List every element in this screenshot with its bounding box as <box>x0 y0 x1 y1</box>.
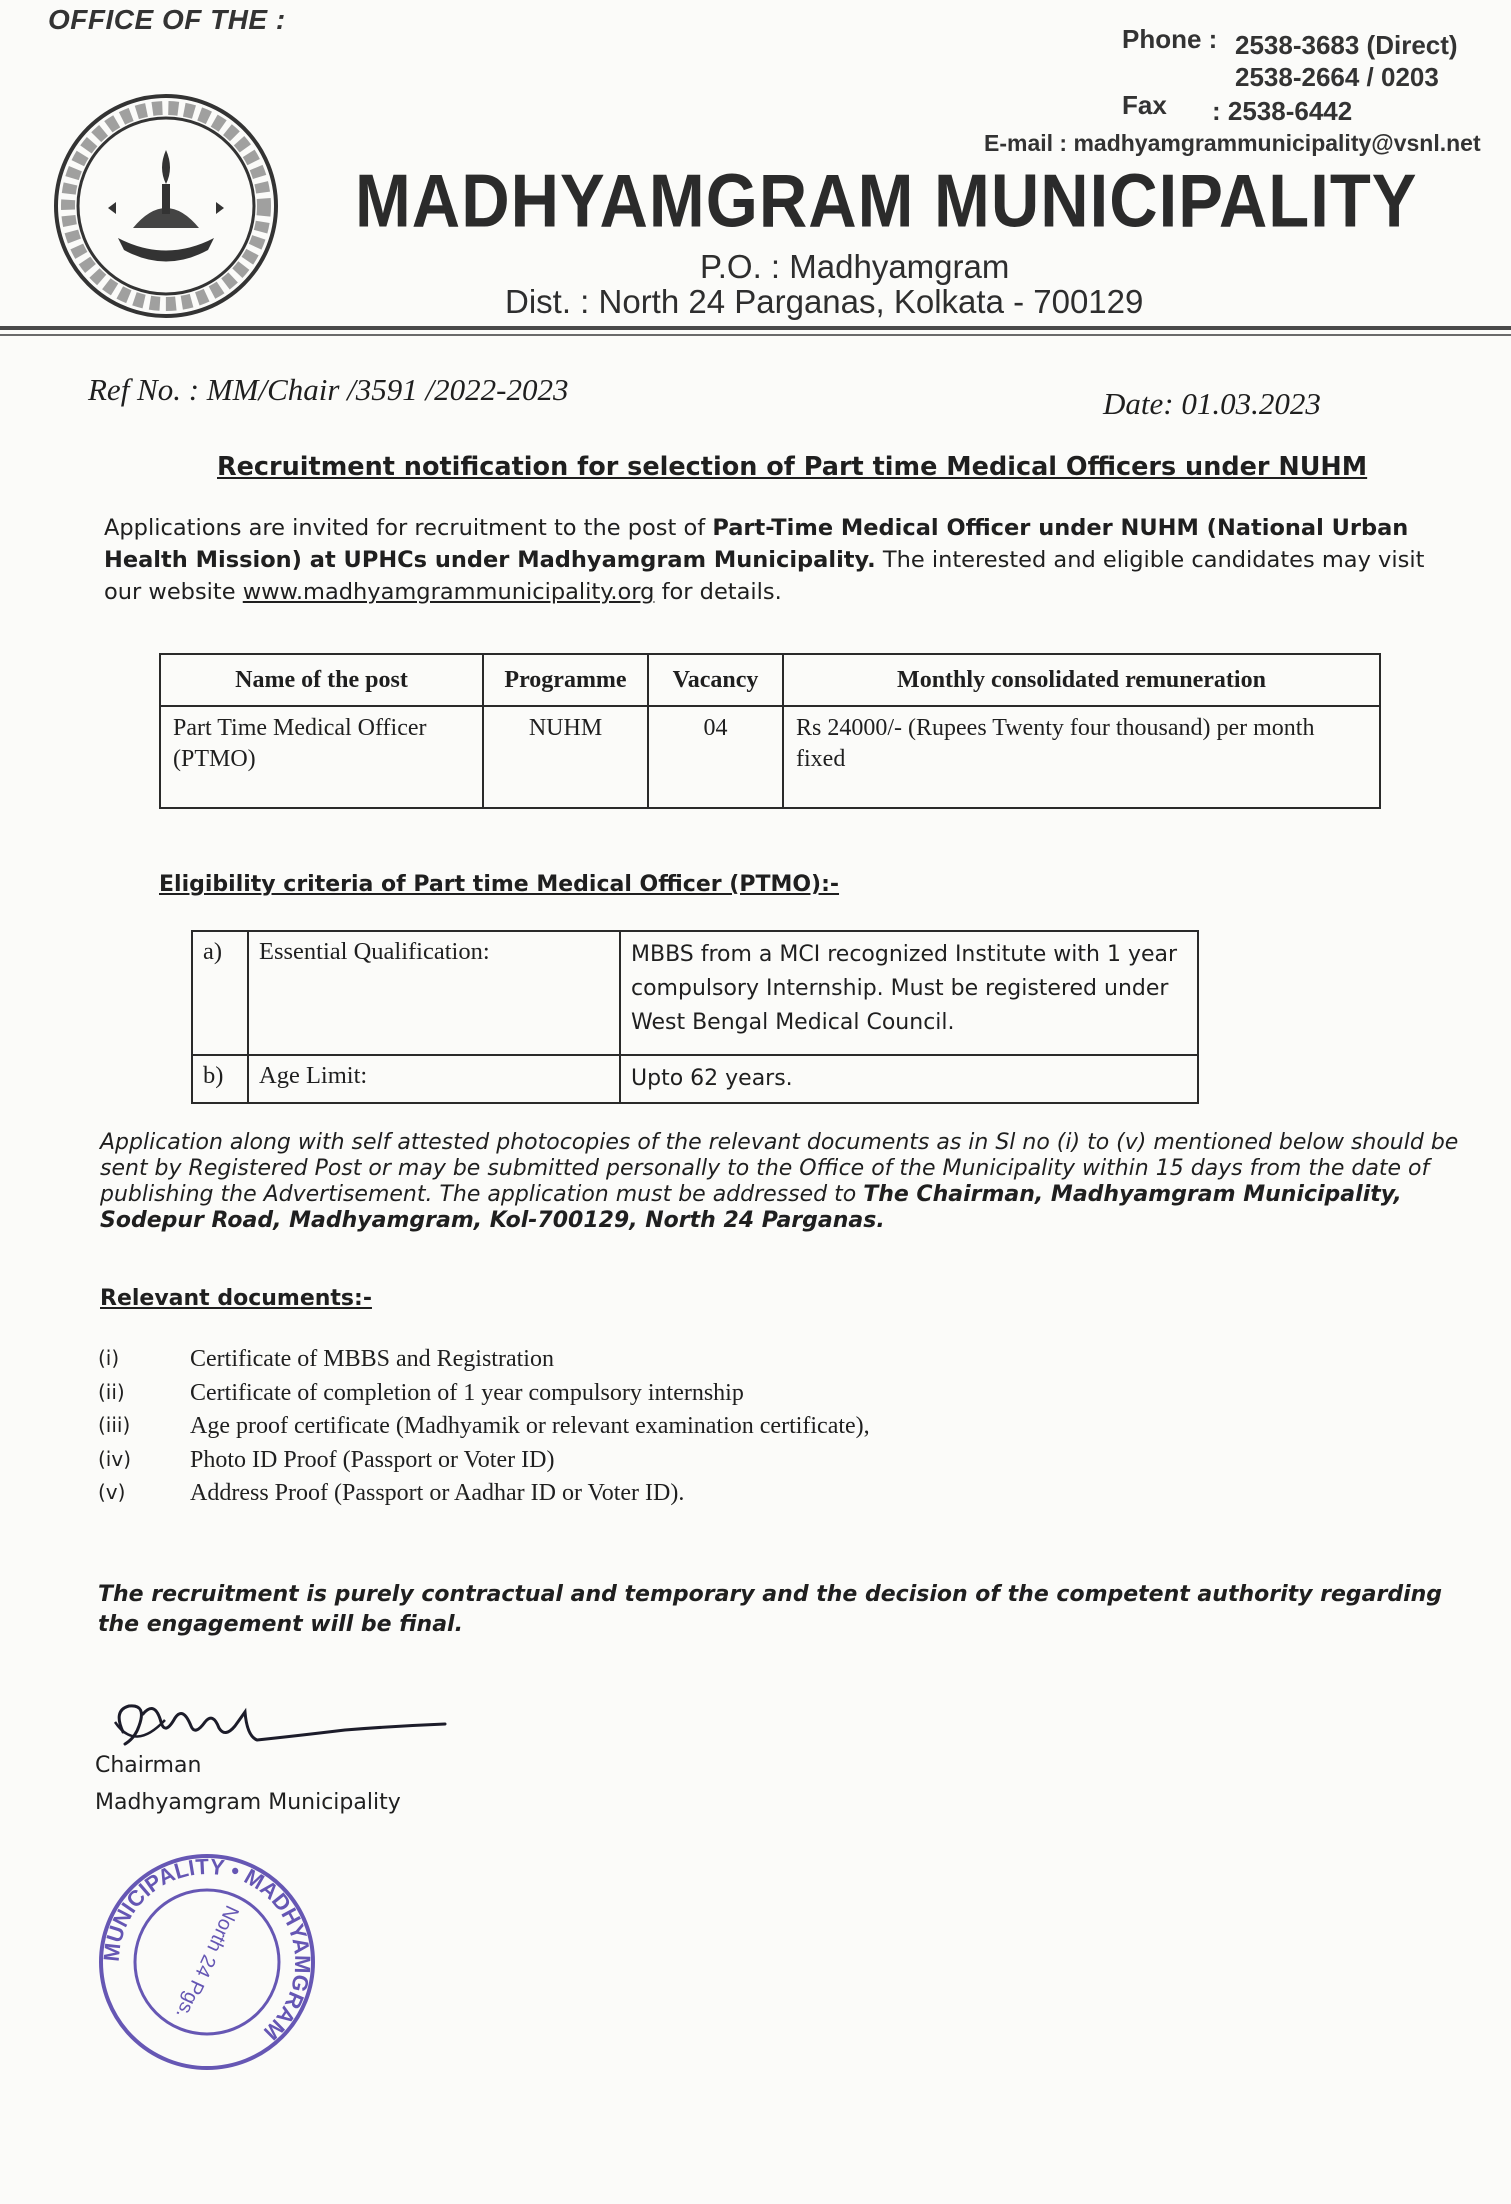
application-instructions <box>100 1130 1475 1234</box>
signatory-organization: Madhyamgram Municipality <box>95 1790 401 1815</box>
notice-heading: Recruitment notification for selection of Part time Medical Officers under NUHM <box>217 452 1368 482</box>
vacancy-cell: 04 <box>648 706 783 808</box>
row-index: a) <box>192 931 248 1055</box>
intro-paragraph <box>104 512 1464 608</box>
column-header: Name of the post <box>160 654 483 706</box>
intro-text-end: for details. <box>654 579 782 605</box>
fax-number: : 2538-6442 <box>1212 96 1353 126</box>
item-number: (v) <box>98 1480 126 1504</box>
item-number: (ii) <box>98 1379 125 1404</box>
programme-cell: NUHM <box>483 706 648 808</box>
list-item <box>98 1380 1098 1414</box>
fax-label: Fax <box>1122 90 1167 120</box>
documents-heading: Relevant documents:- <box>100 1286 372 1311</box>
municipality-name: MADHYAMGRAM MUNICIPALITY <box>355 159 1418 244</box>
criteria-label: Age Limit: <box>248 1055 620 1103</box>
phone-label: Phone : <box>1122 24 1218 54</box>
item-text: Address Proof (Passport or Aadhar ID or Voter ID). <box>190 1480 685 1506</box>
list-item <box>98 1413 1098 1447</box>
criteria-label: Essential Qualification: <box>248 931 620 1055</box>
remuneration-cell: Rs 24000/- (Rupees Twenty four thousand) per month fixed <box>783 706 1380 808</box>
phone-number-direct: 2538-3683 (Direct) <box>1235 30 1458 60</box>
application-address: The Chairman, Madhyamgram Municipality, Sodepur Road, Madhyamgram, Kol-700129, North 24 Parganas. <box>100 1182 1402 1233</box>
column-header: Vacancy <box>648 654 783 706</box>
table-row <box>192 1055 1198 1103</box>
item-text: Certificate of completion of 1 year compulsory internship <box>190 1379 744 1406</box>
stamp-ring-text: MUNICIPALITY • MADHYAMGRAM <box>98 1853 316 2046</box>
website-link[interactable]: www.madhyamgrammunicipality.org <box>242 579 655 605</box>
criteria-value: MBBS from a MCI recognized Institute with 1 year compulsory Internship. Must be registered under West Bengal Medical Council. <box>620 931 1198 1055</box>
eligibility-table <box>191 930 1199 1104</box>
table-row <box>160 706 1380 808</box>
documents-list <box>98 1346 1098 1514</box>
row-index: b) <box>192 1055 248 1103</box>
signatory-title: Chairman <box>95 1753 202 1778</box>
item-text: Photo ID Proof (Passport or Voter ID) <box>190 1446 555 1473</box>
header-divider-thin <box>0 334 1511 336</box>
reference-number: Ref No. : MM/Chair /3591 /2022-2023 <box>88 372 569 407</box>
intro-text-cont: The interested and eligible candidates may visit our website <box>104 547 1425 605</box>
municipality-emblem-logo <box>48 88 284 324</box>
table-row <box>192 931 1198 1055</box>
official-seal-stamp <box>95 1850 320 2075</box>
item-text: Certificate of MBBS and Registration <box>190 1346 554 1372</box>
list-item <box>98 1480 1098 1514</box>
intro-post-title: Part-Time Medical Officer under NUHM (National Urban Health Mission) at UPHCs under Madhyamgram Municipality. <box>104 515 1409 573</box>
post-name-cell: Part Time Medical Officer (PTMO) <box>160 706 483 808</box>
item-number: (iii) <box>98 1413 131 1437</box>
intro-text: Applications are invited for recruitment to the post of <box>104 515 713 541</box>
post-office: P.O. : Madhyamgram <box>700 248 1010 285</box>
email-address: E-mail : madhyamgrammunicipality@vsnl.net <box>984 130 1481 156</box>
eligibility-heading: Eligibility criteria of Part time Medical Officer (PTMO):- <box>159 872 840 897</box>
office-label: OFFICE OF THE : <box>48 4 286 35</box>
item-number: (iv) <box>98 1446 131 1471</box>
district-address: Dist. : North 24 Parganas, Kolkata - 700129 <box>505 283 1144 320</box>
column-header: Monthly consolidated remuneration <box>783 654 1380 706</box>
post-details-table <box>159 653 1381 809</box>
document-date: Date: 01.03.2023 <box>1103 386 1321 421</box>
item-text: Age proof certificate (Madhyamik or relevant examination certificate), <box>190 1413 870 1439</box>
application-text: Application along with self attested photocopies of the relevant documents as in Sl no (i) to (v) mentioned below should be sent by Registered Post or may be submitted personally to the Office of the Municipality within 15 days from the date of publishing the Advertisement. The application must be addressed to <box>100 1130 1459 1207</box>
phone-number-secondary: 2538-2664 / 0203 <box>1235 62 1439 92</box>
list-item <box>98 1447 1098 1481</box>
column-header: Programme <box>483 654 648 706</box>
table-header-row <box>160 654 1380 706</box>
list-item <box>98 1346 1098 1380</box>
criteria-value: Upto 62 years. <box>620 1055 1198 1103</box>
item-number: (i) <box>98 1346 120 1370</box>
stamp-center-text: North 24 Pgs. <box>171 1901 243 2023</box>
handwritten-signature <box>95 1692 455 1762</box>
final-note: The recruitment is purely contractual and temporary and the decision of the competent authority regarding the engagement will be final. <box>98 1582 1443 1637</box>
header-divider <box>0 326 1511 330</box>
